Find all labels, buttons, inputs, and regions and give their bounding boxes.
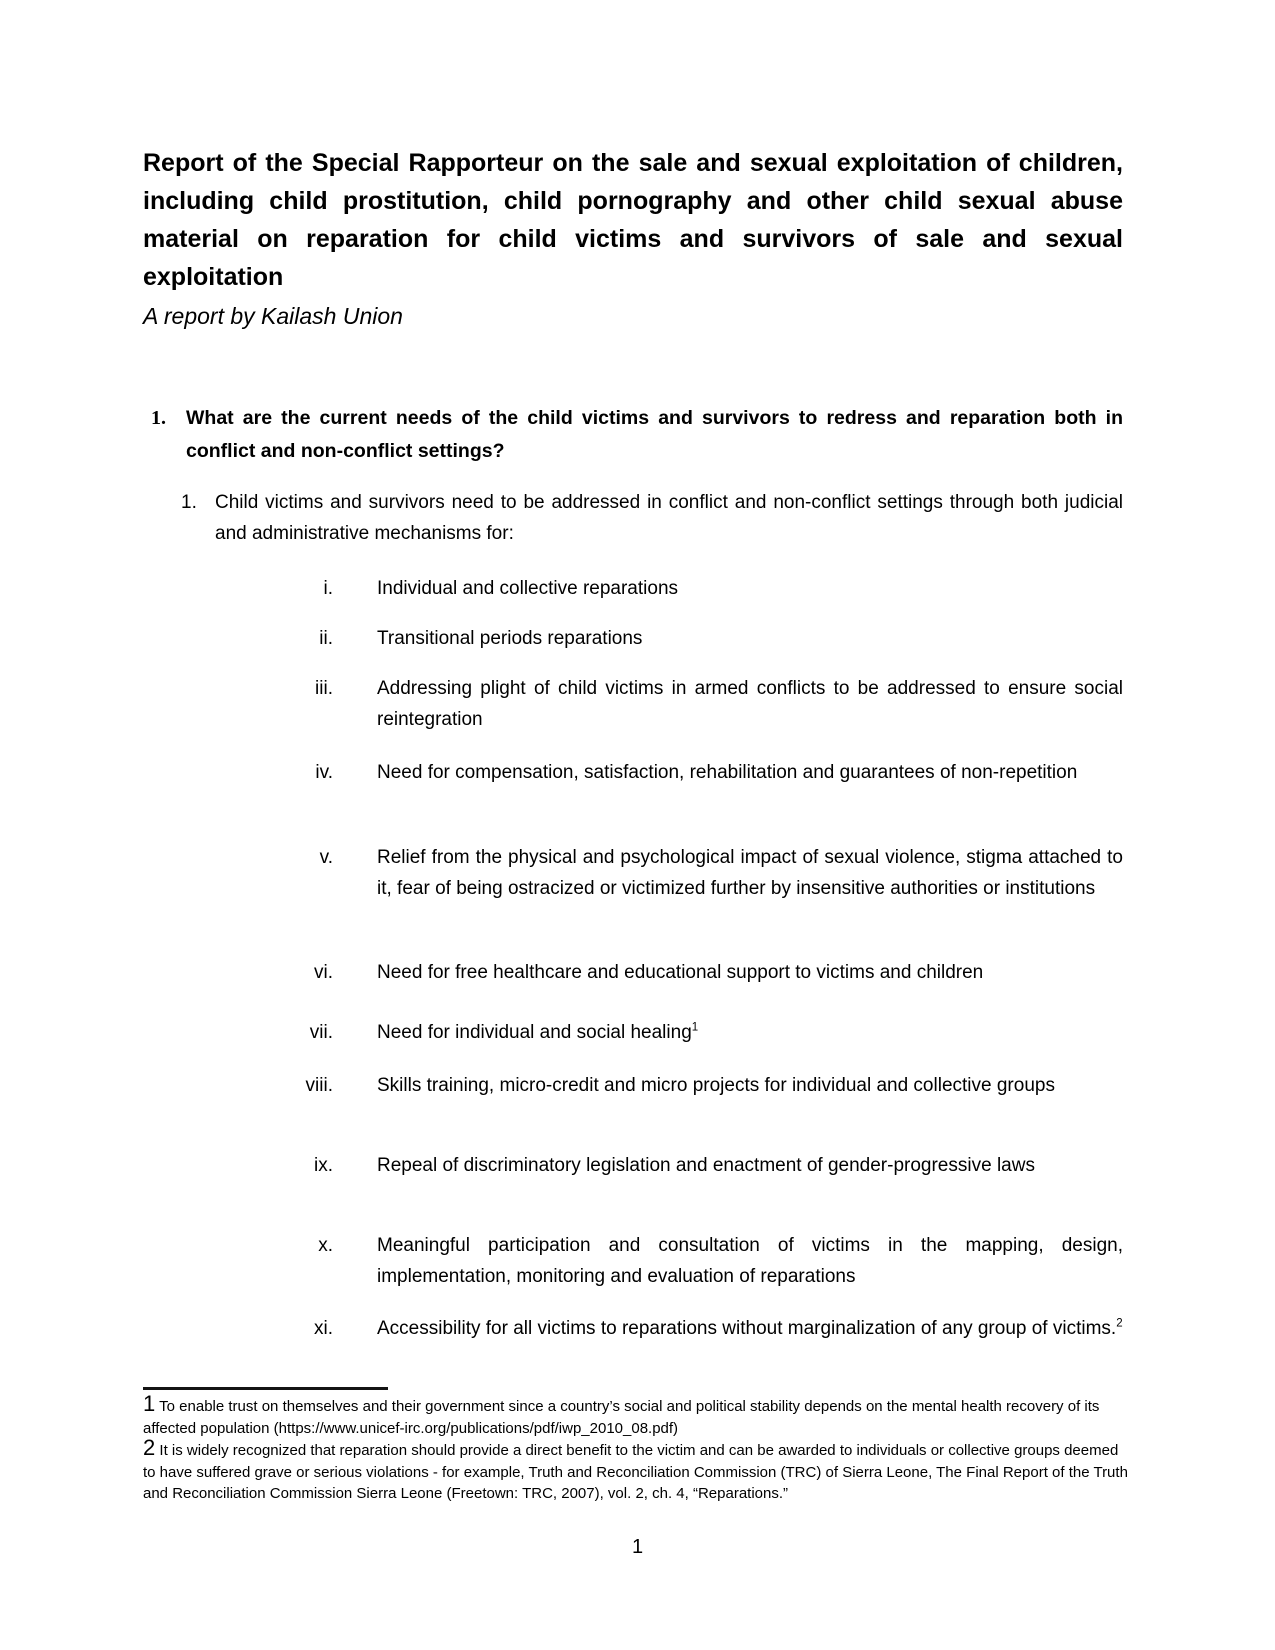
document-subtitle: A report by Kailash Union [143, 303, 403, 329]
list-item [143, 623, 1123, 654]
list-item-numeral: x. [318, 1235, 333, 1256]
question-heading [143, 402, 1123, 468]
footnote-ref: 2 [1116, 1317, 1123, 1330]
footnote [143, 1391, 1128, 1439]
list-item-text: Repeal of discriminatory legislation and enactment of gender-progressive laws [377, 1155, 1035, 1176]
list-item-body [377, 573, 1123, 604]
answer-intro-text: Child victims and survivors need to be addressed in conflict and non-conflict settings through both judicial and administrative mechanisms for: [215, 492, 1123, 544]
list-item-text: Addressing plight of child victims in armed conflicts to be addressed to ensure social reintegration [377, 678, 1123, 730]
footnote [143, 1435, 1128, 1505]
list-item-text: Accessibility for all victims to reparations without marginalization of any group of victims. [377, 1318, 1117, 1339]
list-item-numeral: v. [319, 847, 333, 868]
footnote-separator [143, 1387, 388, 1390]
list-item-numeral: iii. [315, 678, 333, 699]
list-item-body [377, 957, 1123, 988]
list-item [143, 573, 1123, 604]
answer-intro-number: 1. [181, 492, 197, 513]
list-item [143, 1313, 1123, 1344]
list-item-text: Need for compensation, satisfaction, rehabilitation and guarantees of non-repetition [377, 762, 1078, 783]
list-item-numeral: xi. [314, 1318, 333, 1339]
answer-intro [143, 487, 1123, 549]
list-item-body [377, 842, 1123, 904]
list-item-text: Relief from the physical and psychological impact of sexual violence, stigma attached to it, fear of being ostracized or victimized further by insensitive authorities or institutions [377, 847, 1123, 899]
list-item [143, 957, 1123, 988]
list-item-text: Need for free healthcare and educational support to victims and children [377, 962, 984, 983]
list-item [143, 1017, 1123, 1048]
list-item-numeral: vi. [314, 962, 333, 983]
list-item [143, 842, 1123, 904]
list-item-numeral: vii. [309, 1022, 333, 1043]
question-number: 1. [151, 407, 166, 429]
list-item-body [377, 1017, 1123, 1048]
list-item-text: Meaningful participation and consultation of victims in the mapping, design, implementation, monitoring and evaluation of reparations [377, 1235, 1123, 1287]
footnote-marker: 2 [143, 1435, 156, 1460]
list-item-body [377, 1313, 1123, 1344]
list-item-numeral: iv. [315, 762, 333, 783]
list-item-body [377, 623, 1123, 654]
footnote-marker: 1 [143, 1391, 156, 1416]
list-item-numeral: ii. [319, 628, 333, 649]
footnote-text: To enable trust on themselves and their government since a country’s social and political stability depends on the mental health recovery of its affected population (https://www.unicef-irc.org/publications/pdf/iwp_2010_08.pdf) [143, 1398, 1100, 1437]
list-item-text: Skills training, micro-credit and micro projects for individual and collective groups [377, 1075, 1055, 1096]
page-number: 1 [631, 1536, 644, 1558]
list-item [143, 757, 1123, 788]
list-item [143, 673, 1123, 735]
list-item-numeral: i. [323, 578, 333, 599]
list-item-body [377, 1070, 1123, 1101]
question-text: What are the current needs of the child victims and survivors to redress and reparation both in conflict and non-conflict settings? [186, 407, 1123, 462]
list-item-body [377, 1230, 1123, 1292]
list-item [143, 1070, 1123, 1101]
list-item-body [377, 757, 1123, 788]
list-item-body [377, 673, 1123, 735]
list-item-text: Transitional periods reparations [377, 628, 643, 649]
list-item [143, 1150, 1123, 1181]
list-item-text: Need for individual and social healing [377, 1022, 692, 1043]
document-title: Report of the Special Rapporteur on the sale and sexual exploitation of children, including child prostitution, child pornography and other child sexual abuse material on reparation for child victims and survivors of sale and sexual exploitation [143, 149, 1123, 291]
list-item-body [377, 1150, 1123, 1181]
list-item [143, 1230, 1123, 1292]
list-item-numeral: ix. [314, 1155, 333, 1176]
list-item-text: Individual and collective reparations [377, 578, 679, 599]
footnote-ref: 1 [691, 1021, 699, 1034]
footnote-text: It is widely recognized that reparation should provide a direct benefit to the victim and can be awarded to individuals or collective groups deemed to have suffered grave or serious violations - for example, Truth and Reconciliation Commission (TRC) of Sierra Leone, The Final Report of the Truth and Reconciliation Commission Sierra Leone (Freetown: TRC, 2007), vol. 2, ch. 4, “Reparations.” [143, 1442, 1128, 1502]
list-item-numeral: viii. [305, 1075, 333, 1096]
